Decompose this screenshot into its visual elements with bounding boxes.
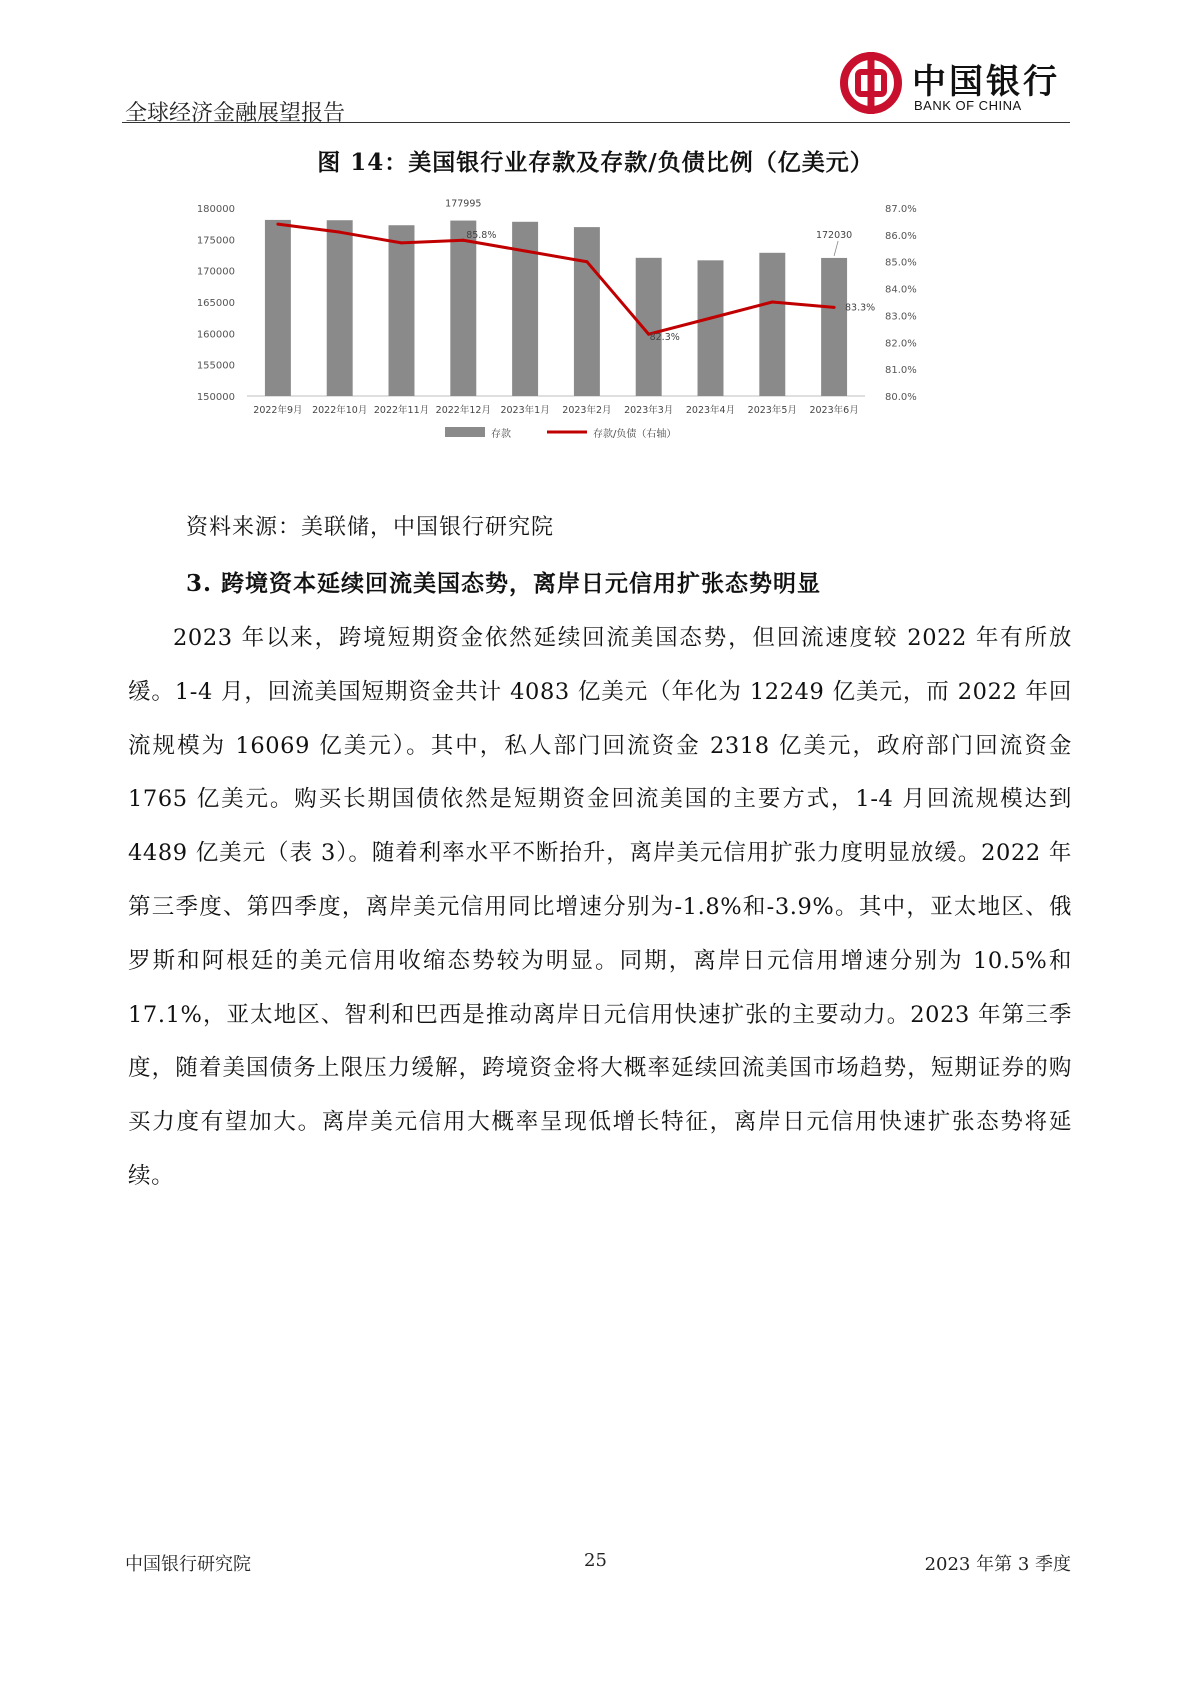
ratio-point	[400, 241, 403, 244]
y-tick-label: 155000	[196, 360, 235, 372]
figure-source: 资料来源：美联储，中国银行研究院	[186, 515, 555, 540]
bar-data-label: 177995	[445, 198, 482, 210]
deposit-bar	[821, 258, 847, 396]
deposit-bar	[327, 220, 353, 396]
x-tick-label: 2023年6月	[809, 405, 859, 416]
x-tick-label: 2022年10月	[312, 405, 368, 416]
legend-swatch-deposits	[445, 427, 485, 437]
y-tick-label: 170000	[196, 266, 235, 278]
ratio-point	[771, 301, 774, 304]
x-tick-label: 2022年12月	[435, 405, 491, 416]
footer-period: 2023 年第 3 季度	[924, 1554, 1071, 1575]
ratio-data-label: 82.3%	[649, 332, 680, 344]
legend-label-deposits: 存款	[491, 429, 511, 440]
legend-label-ratio: 存款/负债（右轴）	[593, 429, 677, 440]
y-tick-label: 150000	[196, 392, 235, 403]
data-label-leader	[834, 241, 838, 256]
y2-tick-label: 87.0%	[885, 204, 917, 215]
ratio-point	[585, 260, 588, 263]
bank-of-china-emblem-icon	[838, 50, 904, 116]
section-heading: 3. 跨境资本延续回流美国态势，离岸日元信用扩张态势明显	[186, 570, 822, 597]
figure-title: 图 14：美国银行业存款及存款/负债比例（亿美元）	[317, 149, 874, 176]
deposit-bar	[759, 253, 785, 396]
y-tick-label: 165000	[196, 298, 235, 309]
deposit-bar	[389, 225, 415, 396]
bank-logo	[838, 48, 1070, 120]
y2-tick-label: 80.0%	[885, 392, 917, 403]
header-divider	[122, 122, 1070, 123]
deposit-bar	[636, 258, 662, 396]
x-tick-label: 2023年4月	[685, 405, 736, 416]
y2-tick-label: 86.0%	[885, 230, 917, 242]
deposit-bar	[450, 221, 476, 396]
ratio-point	[338, 231, 341, 234]
ratio-point	[276, 223, 279, 226]
y-tick-label: 175000	[196, 235, 235, 247]
x-tick-label: 2023年2月	[562, 405, 612, 416]
report-title: 全球经济金融展望报告	[125, 101, 346, 126]
x-tick-label: 2022年11月	[373, 405, 430, 416]
y2-tick-label: 83.0%	[885, 311, 917, 323]
deposit-bar	[698, 260, 724, 396]
y2-tick-label: 85.0%	[885, 257, 917, 269]
x-tick-label: 2023年3月	[624, 405, 674, 416]
bar-data-label: 172030	[815, 229, 853, 241]
x-tick-label: 2022年9月	[253, 405, 303, 416]
body-paragraph: 2023 年以来，跨境短期资金依然延续回流美国态势，但回流速度较 2022 年有所放缓。1-4 月，回流美国短期资金共计 4083 亿美元（年化为 12249 亿美元，而 2022 年回流规模为 16069 亿美元）。其中，私人部门回流资金 2318 亿美元，政府部门回流资金 1765 亿美元。购买长期国债依然是短期资金回流美国的主要方式，1-4 月回流规模达到 4489 亿美元（表 3）。随着利率水平不断抬升，离岸美元信用扩张力度明显放缓。2022 年第三季度、第四季度，离岸美元信用同比增速分别为-1.8%和-3.9%。其中，亚太地区、俄罗斯和阿根廷的美元信用收缩态势较为明显。同期，离岸日元信用增速分别为 10.5%和 17.1%，亚太地区、智利和巴西是推动离岸日元信用快速扩张的主要动力。2023 年第三季度，随着美国债务上限压力缓解，跨境资金将大概率延续回流美国市场趋势，短期证券的购买力度有望加大。离岸美元信用大概率呈现低增长特征，离岸日元信用快速扩张态势将延续。	[128, 625, 1072, 1189]
deposit-liability-ratio-line	[278, 224, 834, 334]
y2-tick-label: 81.0%	[885, 365, 917, 377]
x-tick-label: 2023年1月	[500, 405, 550, 416]
y2-tick-label: 84.0%	[885, 284, 917, 296]
footer-organization: 中国银行研究院	[125, 1554, 251, 1575]
y-tick-label: 180000	[196, 204, 235, 215]
ratio-data-label: 85.8%	[466, 230, 497, 242]
y-tick-label: 160000	[196, 329, 235, 341]
ratio-point	[524, 249, 527, 252]
ratio-point	[709, 317, 712, 320]
ratio-point	[833, 306, 836, 309]
deposit-bar	[574, 227, 600, 396]
ratio-data-label: 83.3%	[845, 302, 876, 314]
x-tick-label: 2023年5月	[747, 405, 797, 416]
ratio-point	[462, 239, 465, 242]
logo-english-name: BANK OF CHINA	[914, 98, 1022, 113]
logo-chinese-name: 中国银行	[912, 62, 1060, 102]
y2-tick-label: 82.0%	[885, 338, 917, 350]
deposit-bar	[265, 220, 291, 396]
body-paragraph-block	[128, 612, 1072, 1204]
page-number: 25	[584, 1550, 607, 1571]
deposits-chart	[175, 198, 975, 468]
